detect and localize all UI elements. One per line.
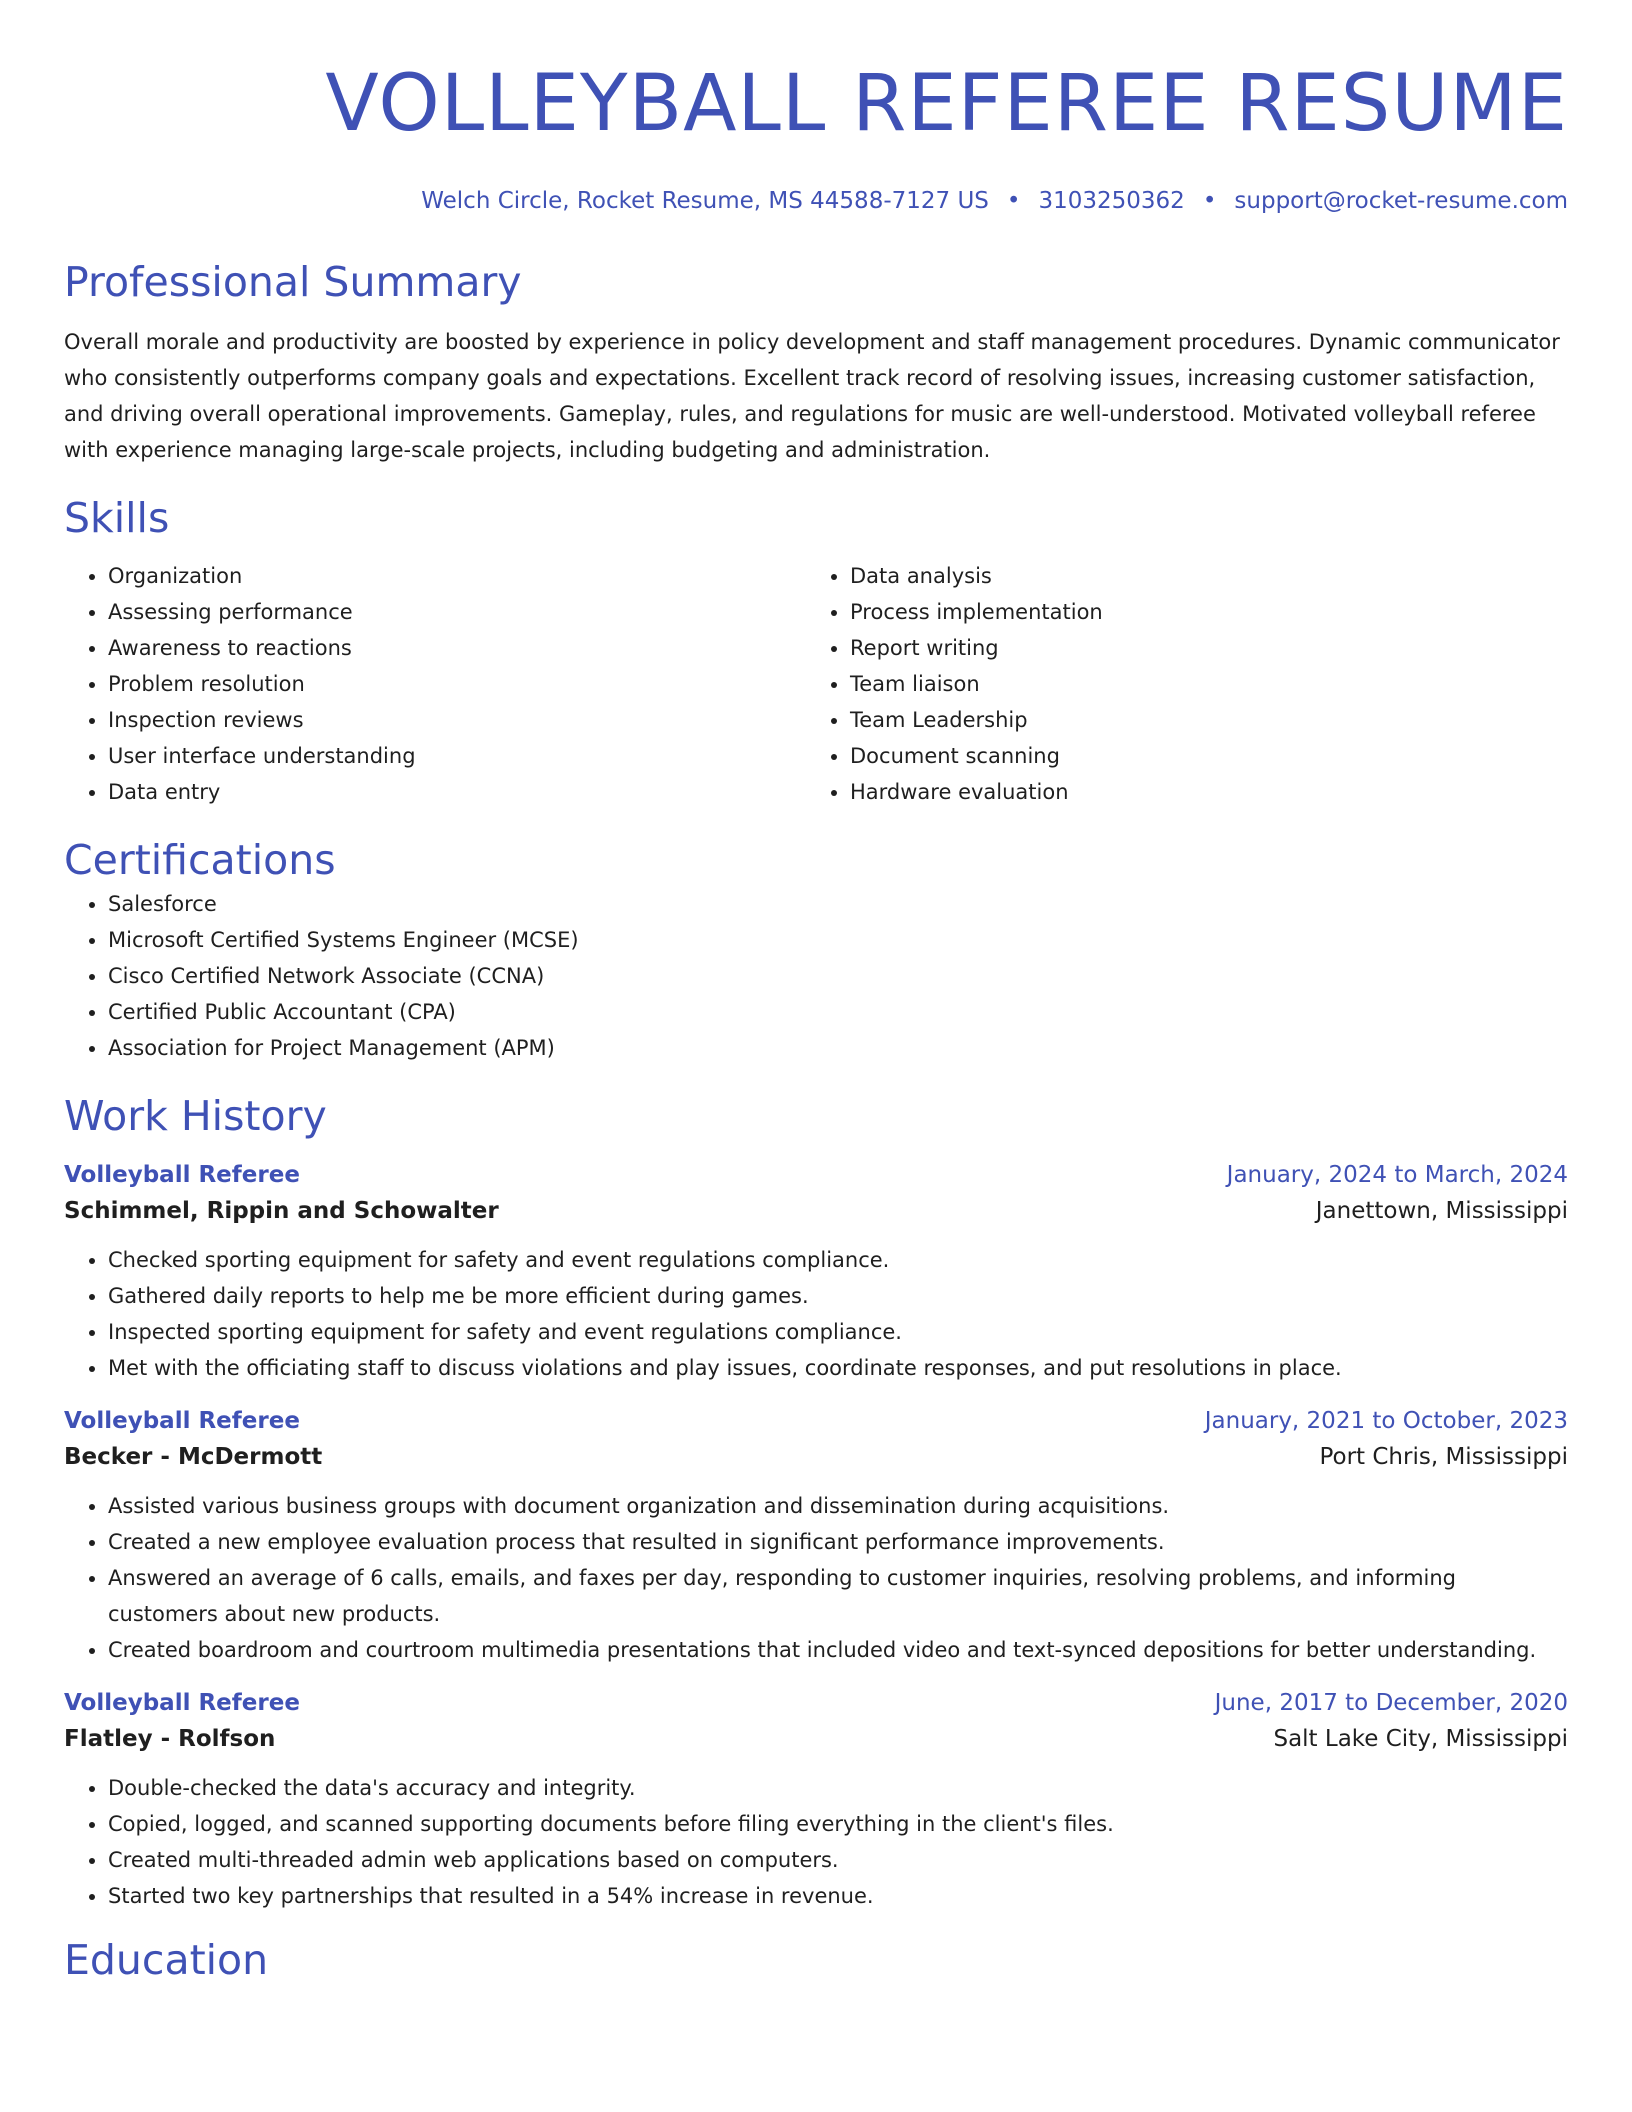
job-entry [64, 1686, 1568, 1914]
job-bullet: • Copied, logged, and scanned supporting documents before filing everything in the client's files. [108, 1806, 1568, 1842]
contact-email: support@rocket-resume.com [1234, 188, 1568, 214]
skill-item: • Process implementation [850, 594, 1548, 630]
summary-section [64, 256, 1568, 468]
job-header [64, 1158, 1568, 1192]
job-header [64, 1404, 1568, 1438]
job-bullet: • Created boardroom and courtroom multimedia presentations that included video and text-synced depositions for better understanding. [108, 1632, 1568, 1668]
resume-title: VOLLEYBALL REFEREE RESUME [325, 59, 1568, 149]
skill-item: • Inspection reviews [108, 702, 806, 738]
job-subheader [64, 1438, 1568, 1476]
job-bullets [64, 1242, 1568, 1386]
job-bullet: • Created a new employee evaluation process that resulted in significant performance improvements. [108, 1524, 1568, 1560]
job-bullet: • Answered an average of 6 calls, emails, and faxes per day, responding to customer inquiries, resolving problems, and informing customers about new products. [108, 1560, 1568, 1632]
skill-item: • Team Leadership [850, 702, 1548, 738]
job-bullet: • Met with the officiating staff to discuss violations and play issues, coordinate responses, and put resolutions in place. [108, 1350, 1568, 1386]
contact-address: Welch Circle, Rocket Resume, MS 44588-7127 US [421, 188, 989, 214]
education-heading: Education [64, 1936, 269, 1984]
certification-item: • Certified Public Accountant (CPA) [108, 994, 1568, 1030]
job-subheader [64, 1720, 1568, 1758]
skill-item: • Problem resolution [108, 666, 806, 702]
job-company: Schimmel, Rippin and Schowalter [64, 1198, 499, 1224]
work-history-section [64, 1090, 1568, 1914]
job-bullet: • Started two key partnerships that resulted in a 54% increase in revenue. [108, 1878, 1568, 1914]
contact-separator: • [1202, 188, 1217, 214]
job-title: Volleyball Referee [64, 1690, 300, 1716]
job-entry [64, 1158, 1568, 1386]
skill-item: • Assessing performance [108, 594, 806, 630]
job-bullet: • Double-checked the data's accuracy and integrity. [108, 1770, 1568, 1806]
job-location: Janettown, Mississippi [1315, 1198, 1568, 1224]
education-section [64, 1934, 1568, 1986]
skills-section [64, 492, 1568, 810]
job-bullet: • Checked sporting equipment for safety and event regulations compliance. [108, 1242, 1568, 1278]
skill-item: • User interface understanding [108, 738, 806, 774]
skills-column-right [806, 558, 1548, 810]
job-dates: January, 2024 to March, 2024 [1226, 1162, 1568, 1188]
summary-text: Overall morale and productivity are boosted by experience in policy development and staff management procedures. Dynamic communicator who consistently outperforms company goals and expectations. Excellent track record of resolving issues, increasing customer satisfaction, and driving overall operational improvements. Gameplay, rules, and regulations for music are well-understood. Motivated volleyball referee with experience managing large-scale projects, including budgeting and administration. [64, 330, 1560, 462]
contact-phone: 3103250362 [1038, 188, 1185, 214]
skills-list-right [806, 558, 1548, 810]
job-company: Flatley - Rolfson [64, 1726, 276, 1752]
contact-separator: • [1006, 188, 1021, 214]
work-history-heading: Work History [64, 1092, 327, 1140]
job-dates: January, 2021 to October, 2023 [1204, 1408, 1568, 1434]
job-bullet: • Created multi-threaded admin web applications based on computers. [108, 1842, 1568, 1878]
skills-column-left [64, 558, 806, 810]
job-dates: June, 2017 to December, 2020 [1214, 1690, 1568, 1716]
skill-item: • Awareness to reactions [108, 630, 806, 666]
skills-heading: Skills [64, 494, 170, 542]
job-bullets [64, 1770, 1568, 1914]
skill-item: • Data analysis [850, 558, 1548, 594]
job-entry [64, 1404, 1568, 1668]
job-header [64, 1686, 1568, 1720]
certification-item: • Salesforce [108, 886, 1568, 922]
certification-item: • Association for Project Management (APM) [108, 1030, 1568, 1066]
certification-item: • Cisco Certified Network Associate (CCNA) [108, 958, 1568, 994]
resume-page [64, 0, 1568, 1986]
summary-heading: Professional Summary [64, 258, 522, 306]
job-bullet: • Gathered daily reports to help me be more efficient during games. [108, 1278, 1568, 1314]
job-location: Port Chris, Mississippi [1319, 1444, 1568, 1470]
job-bullet: • Assisted various business groups with document organization and dissemination during acquisitions. [108, 1488, 1568, 1524]
certifications-section [64, 834, 1568, 1066]
certifications-heading: Certifications [64, 836, 336, 884]
skill-item: • Data entry [108, 774, 806, 810]
skill-item: • Organization [108, 558, 806, 594]
skill-item: • Hardware evaluation [850, 774, 1548, 810]
certifications-list [64, 886, 1568, 1066]
job-bullets [64, 1488, 1568, 1668]
certification-item: • Microsoft Certified Systems Engineer (MCSE) [108, 922, 1568, 958]
job-subheader [64, 1192, 1568, 1230]
contact-line [64, 186, 1568, 216]
job-title: Volleyball Referee [64, 1408, 300, 1434]
skill-item: • Document scanning [850, 738, 1548, 774]
job-company: Becker - McDermott [64, 1444, 323, 1470]
job-bullet: • Inspected sporting equipment for safety and event regulations compliance. [108, 1314, 1568, 1350]
skills-columns [64, 558, 1568, 810]
skills-list-left [64, 558, 806, 810]
skill-item: • Team liaison [850, 666, 1548, 702]
skill-item: • Report writing [850, 630, 1548, 666]
job-location: Salt Lake City, Mississippi [1273, 1726, 1568, 1752]
job-title: Volleyball Referee [64, 1162, 300, 1188]
